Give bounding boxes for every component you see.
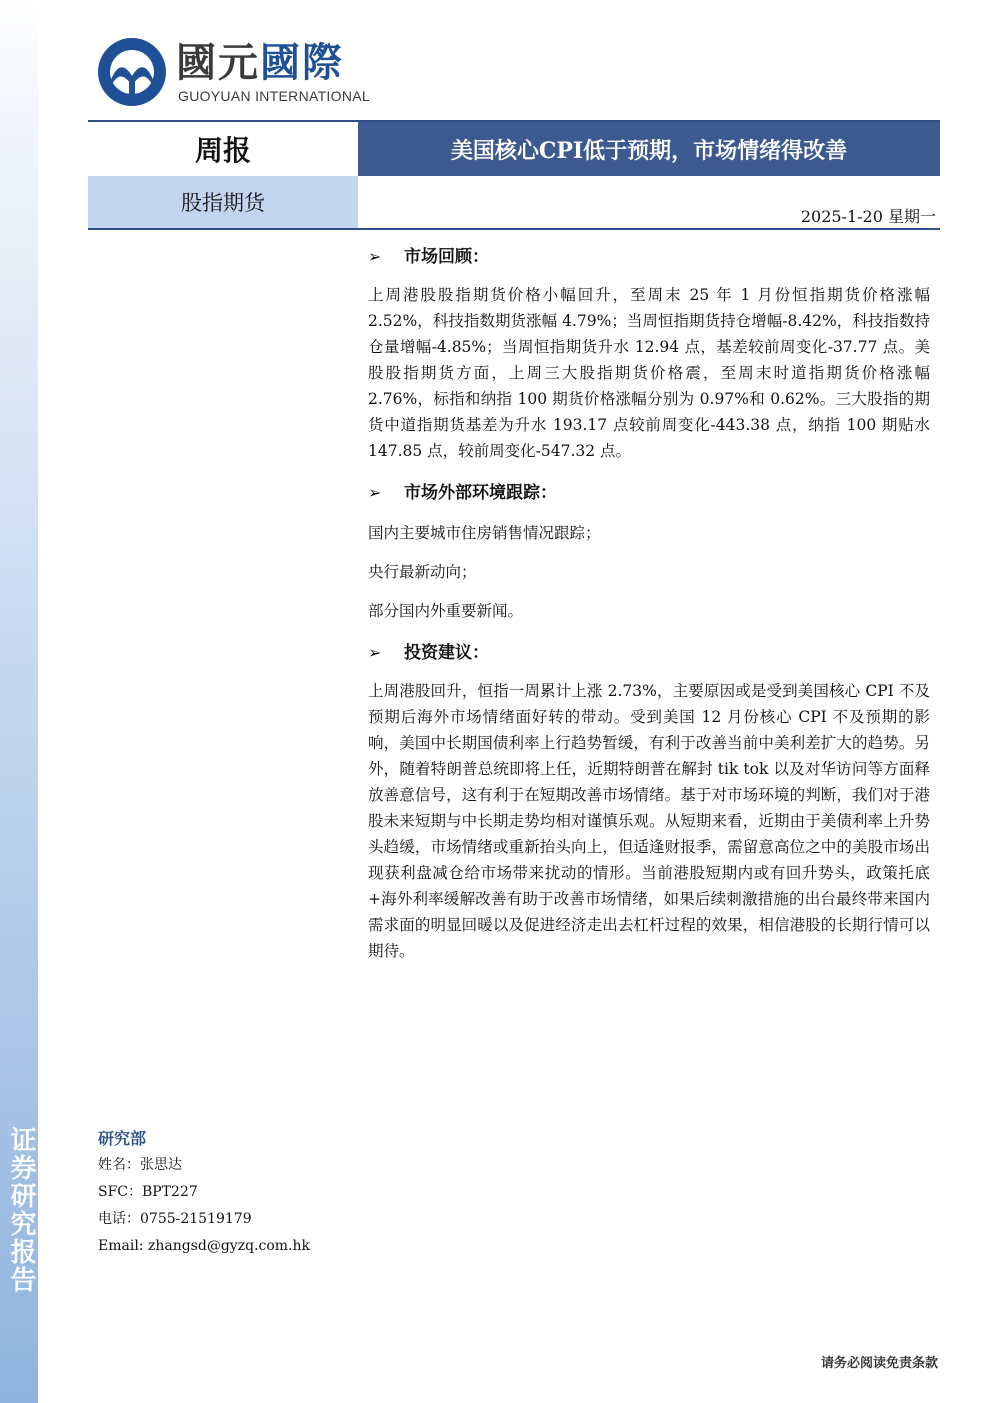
report-date: 2025-1-20 星期一 bbox=[800, 207, 936, 226]
analyst-phone: 电话：0755-21519179 bbox=[98, 1211, 252, 1227]
disclaimer-note: 请务必阅读免责条款 bbox=[820, 1356, 938, 1371]
header-bottom-rule bbox=[88, 228, 940, 230]
list-item: 央行最新动向； bbox=[368, 563, 477, 581]
market-review-paragraph: 上周港股股指期货价格小幅回升，至周末 25 年 1 月份恒指期货价格涨幅 2.52%，科技指数期货涨幅 4.79%；当周恒指期货持仓增幅-8.42%，科技指数持仓量增幅-4.85%；当周恒指期货升水 12.94 点，基差较前周变化-37.77 点。美股股指期货方面，上周三大股指期货价格震，至周末时道指期货价格涨幅 2.76%，标指和纳指 100 期货价格涨幅分别为 0.97%和 0.62%。三大股指的期货中道指期货基差为升水 193.17 点较前周变化-443.38 点，纳指 100 期贴水 147.85 点，较前周变化-547.32 点。 bbox=[368, 286, 930, 460]
section-heading-market-review: ➢ 市场回顾： bbox=[368, 240, 930, 274]
section-heading-investment-advice: ➢ 投资建议： bbox=[368, 636, 930, 670]
analyst-contact bbox=[98, 1126, 310, 1260]
research-department: 研究部 bbox=[98, 1129, 147, 1148]
logo-english: GUOYUAN INTERNATIONAL bbox=[178, 88, 370, 104]
investment-advice-paragraph: 上周港股回升，恒指一周累计上涨 2.73%，主要原因或是受到美国核心 CPI 不及预期后海外市场情绪面好转的带动。受到美国 12 月份核心 CPI 不及预期的影响，美国中长期国债利率上行趋势暂缓，有利于改善当前中美利差扩大的趋势。另外，随着特朗普总统即将上任，近期特朗普在解封 tik tok 以及对华访问等方面释放善意信号，这有利于在短期改善市场情绪。基于对市场环境的判断，我们对于港股未来短期与中长期走势均相对谨慎乐观。从短期来看，近期由于美债利率上升势头趋缓，市场情绪或重新抬头向上，但适逢财报季，需留意高位之中的美股市场出现获利盘减仓给市场带来扰动的情形。当前港股短期内或有回升势头，政策托底+海外利率缓解改善有助于改善市场情绪，如果后续刺激措施的出台最终带来国内需求面的明显回暖以及促进经济走出去杠杆过程的效果，相信港股的长期行情可以期待。 bbox=[368, 682, 930, 960]
analyst-email[interactable]: Email: zhangsd@gyzq.com.hk bbox=[98, 1238, 310, 1254]
arrow-bullet-icon: ➢ bbox=[368, 483, 382, 502]
report-category: 周报 bbox=[88, 122, 358, 176]
arrow-bullet-icon: ➢ bbox=[368, 247, 382, 266]
guoyuan-logo-icon bbox=[96, 36, 168, 108]
logo-chinese: 國元國際 bbox=[176, 40, 344, 86]
list-item: 部分国内外重要新闻。 bbox=[368, 602, 524, 620]
main-content bbox=[368, 240, 930, 964]
arrow-bullet-icon: ➢ bbox=[368, 643, 382, 662]
analyst-name: 姓名：张思达 bbox=[98, 1157, 182, 1173]
section-heading-external-env: ➢ 市场外部环境跟踪： bbox=[368, 476, 930, 510]
report-subcategory: 股指期货 bbox=[88, 176, 358, 228]
list-item: 国内主要城市住房销售情况跟踪； bbox=[368, 524, 601, 542]
analyst-sfc: SFC：BPT227 bbox=[98, 1184, 198, 1200]
report-title: 美国核心CPI低于预期，市场情绪得改善 bbox=[358, 122, 940, 176]
side-label: 证券研究报告 bbox=[6, 1126, 36, 1294]
